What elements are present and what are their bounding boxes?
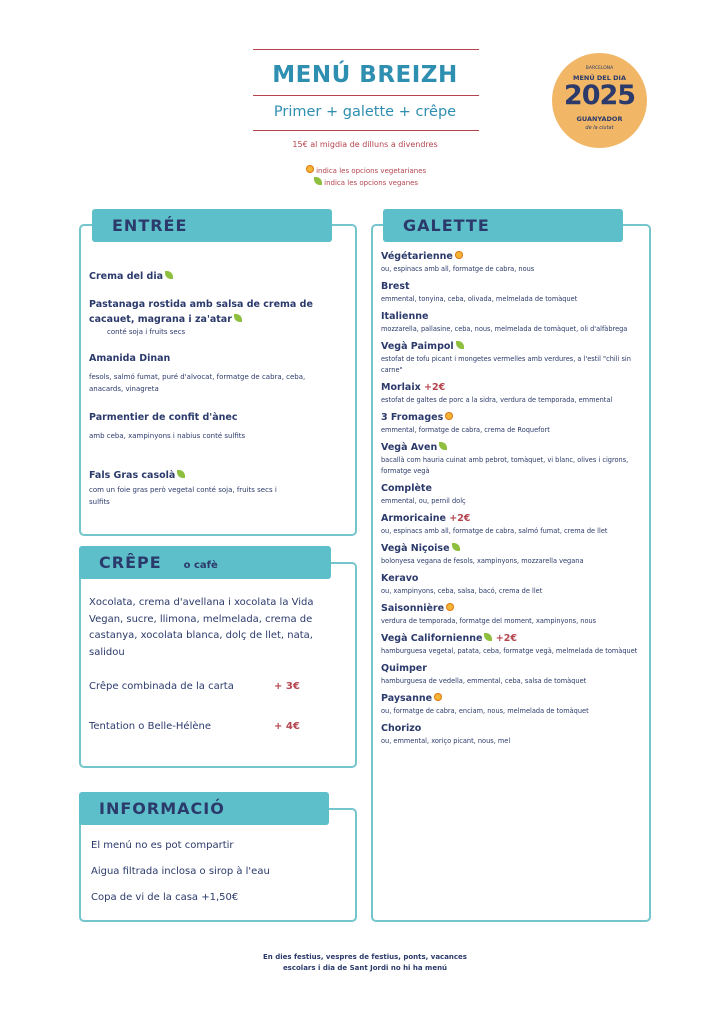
galette-item <box>381 632 643 657</box>
galette-item-desc: ou, formatge de cabra, enciam, nous, melmelada de tomàquet <box>381 707 589 715</box>
legend-vegan <box>200 177 530 187</box>
title-top-rule <box>253 49 479 50</box>
entree-item <box>89 410 279 443</box>
galette-item-name: Vegà Niçoise <box>381 543 450 554</box>
galette-item-desc: estofat de tofu picant i mongetes vermelles amb verdures, a l'estil "chili sin carne" <box>381 355 631 374</box>
galette-item-name: Complète <box>381 483 432 494</box>
entree-item <box>89 351 329 395</box>
galette-item-desc: hamburguesa vegetal, patata, ceba, formatge vegà, melmelada de tomàquet <box>381 647 638 655</box>
galette-item <box>381 482 643 507</box>
galette-item-extra: +2€ <box>495 633 517 644</box>
galette-title: GALETTE <box>403 216 490 235</box>
galette-item-name: Végétarienne <box>381 251 453 262</box>
galette-item-desc: estofat de galtes de porc a la sidra, verdura de temporada, emmental <box>381 396 613 404</box>
galette-item <box>381 340 643 376</box>
galette-item-name: Saisonnière <box>381 603 445 614</box>
crepe-title: CRÊPE <box>99 553 162 572</box>
info-line: El menú no es pot compartir <box>91 840 234 851</box>
flower-icon <box>445 412 453 420</box>
flower-icon <box>455 251 463 259</box>
badge-top-text: BARCELONA <box>585 66 614 71</box>
flower-icon <box>446 603 454 611</box>
galette-item <box>381 662 643 687</box>
info-box <box>79 808 357 922</box>
info-line: Aigua filtrada inclosa o sirop à l'eau <box>91 866 270 877</box>
galette-item-desc: verdura de temporada, formatge del moment, xampinyons, nous <box>381 617 597 625</box>
galette-item-extra: +2€ <box>424 382 446 393</box>
footer-line-1: En dies festius, vespres de festius, ponts, vacances <box>263 953 467 961</box>
crepe-option-2-price: + 4€ <box>274 721 300 732</box>
galette-item-name: Vegà Californienne <box>381 633 483 644</box>
galette-item-name: Morlaix <box>381 382 421 393</box>
leaf-icon <box>452 543 460 551</box>
galette-item-desc: emmental, formatge de cabra, crema de Roquefort <box>381 426 550 434</box>
crepe-option-1: Crêpe combinada de la carta <box>89 681 234 692</box>
leaf-icon <box>439 442 447 450</box>
galette-item-name: Quimper <box>381 663 427 674</box>
galette-item-desc: ou, xampinyons, ceba, salsa, bacó, crema de llet <box>381 587 543 595</box>
footer-line-2: escolars i dia de Sant Jordi no hi ha menú <box>282 964 448 972</box>
badge-year: 2025 <box>563 80 636 111</box>
galette-item-desc: bacallà com hauria cuinat amb pebrot, tomàquet, vi blanc, olives i cigrons, formatge vegà <box>381 456 629 475</box>
leaf-icon <box>484 633 492 641</box>
entree-item-name: Fals Gras casolà <box>89 470 176 481</box>
crepe-option-2: Tentation o Belle-Hélène <box>89 721 212 732</box>
galette-item-name: Paysanne <box>381 693 433 704</box>
galette-item <box>381 441 643 477</box>
legend-vegan-text: indica les opcions veganes <box>324 179 419 187</box>
galette-list <box>381 250 643 752</box>
galette-item <box>381 572 643 597</box>
entree-item <box>89 468 289 508</box>
galette-item <box>381 722 643 747</box>
title-bottom-rule <box>253 130 479 131</box>
galette-item <box>381 542 643 567</box>
galette-item-desc: bolonyesa vegana de fesols, xampinyons, mozzarella vegana <box>381 557 584 565</box>
badge-line1: MENÚ DEL DIA <box>573 74 626 82</box>
galette-item <box>381 280 643 305</box>
galette-item-desc: emmental, ou, pernil dolç <box>381 497 466 505</box>
menu-title: MENÚ BREIZH <box>272 62 458 88</box>
entree-item-name: Crema del dia <box>89 271 163 282</box>
flower-icon <box>306 165 314 173</box>
galette-item-desc: mozzarella, pallasine, ceba, nous, melmelada de tomàquet, oli d'alfàbrega <box>381 325 628 333</box>
entree-tab <box>92 209 332 242</box>
galette-item <box>381 602 643 627</box>
galette-item-name: Chorizo <box>381 723 422 734</box>
crepe-title-extra: o cafè <box>183 560 218 571</box>
crepe-tab <box>79 546 331 579</box>
galette-item-desc: emmental, tonyina, ceba, olivada, melmelada de tomàquet <box>381 295 578 303</box>
title-middle-rule <box>253 95 479 96</box>
galette-tab <box>383 209 623 242</box>
entree-item <box>89 269 349 284</box>
galette-item-desc: ou, emmental, xoriço picant, nous, mel <box>381 737 511 745</box>
entree-item-desc: amb ceba, xampinyons i nabius conté sulfits <box>89 432 246 440</box>
leaf-icon <box>165 271 173 279</box>
galette-item <box>381 411 643 436</box>
galette-item-desc: ou, espinacs amb all, formatge de cabra, salmó fumat, crema de llet <box>381 527 608 535</box>
leaf-icon <box>177 470 185 478</box>
badge-line3: GUANYADOR <box>576 115 623 123</box>
leaf-icon <box>314 177 322 185</box>
galette-item <box>381 512 643 537</box>
galette-item <box>381 250 643 275</box>
galette-item-name: Vegà Paimpol <box>381 341 454 352</box>
leaf-icon <box>234 314 242 322</box>
legend-vegetarian-text: indica les opcions vegetarianes <box>316 167 427 175</box>
info-title: INFORMACIÓ <box>99 799 225 818</box>
galette-item-name: Keravo <box>381 573 419 584</box>
galette-item-name: 3 Fromages <box>381 412 444 423</box>
galette-item-name: Italienne <box>381 311 429 322</box>
menu-price: 15€ al migdia de dilluns a divendres <box>292 140 438 149</box>
galette-item-name: Vegà Aven <box>381 442 438 453</box>
galette-item-name: Armoricaine <box>381 513 446 524</box>
entree-title: ENTRÉE <box>112 216 188 235</box>
galette-item-name: Brest <box>381 281 410 292</box>
entree-item-name: Pastanaga rostida amb salsa de crema de cacauet, magrana i za'atar <box>89 299 313 325</box>
info-line: Copa de vi de la casa +1,50€ <box>91 892 239 903</box>
entree-item <box>89 297 339 339</box>
crepe-description: Xocolata, crema d'avellana i xocolata la Vida Vegan, sucre, llimona, melmelada, crema de castanya, xocolata blanca, dolç de llet, nata, salidou <box>89 597 314 658</box>
flower-icon <box>434 693 442 701</box>
galette-item <box>381 310 643 335</box>
info-tab <box>79 792 329 825</box>
entree-item-desc: conté soja i fruits secs <box>107 328 186 336</box>
entree-item-name: Amanida Dinan <box>89 353 171 364</box>
entree-item-name: Parmentier de confit d'ànec <box>89 412 238 423</box>
menu-subtitle: Primer + galette + crêpe <box>273 104 457 120</box>
entree-item-desc: com un foie gras però vegetal conté soja, fruits secs i sulfits <box>89 486 277 506</box>
badge-sub: de la ciutat <box>585 125 614 131</box>
crepe-box <box>79 562 357 768</box>
galette-item <box>381 381 643 406</box>
crepe-option-1-price: + 3€ <box>274 681 300 692</box>
leaf-icon <box>456 341 464 349</box>
legend-vegetarian <box>200 165 530 175</box>
entree-item-desc: fesols, salmó fumat, puré d'alvocat, formatge de cabra, ceba, anacards, vinagreta <box>89 373 306 393</box>
galette-item-desc: ou, espinacs amb all, formatge de cabra, nous <box>381 265 535 273</box>
galette-item-desc: hamburguesa de vedella, emmental, ceba, salsa de tomàquet <box>381 677 587 685</box>
galette-item <box>381 692 643 717</box>
award-badge <box>552 53 647 148</box>
footer-note <box>200 952 530 974</box>
galette-item-extra: +2€ <box>449 513 471 524</box>
